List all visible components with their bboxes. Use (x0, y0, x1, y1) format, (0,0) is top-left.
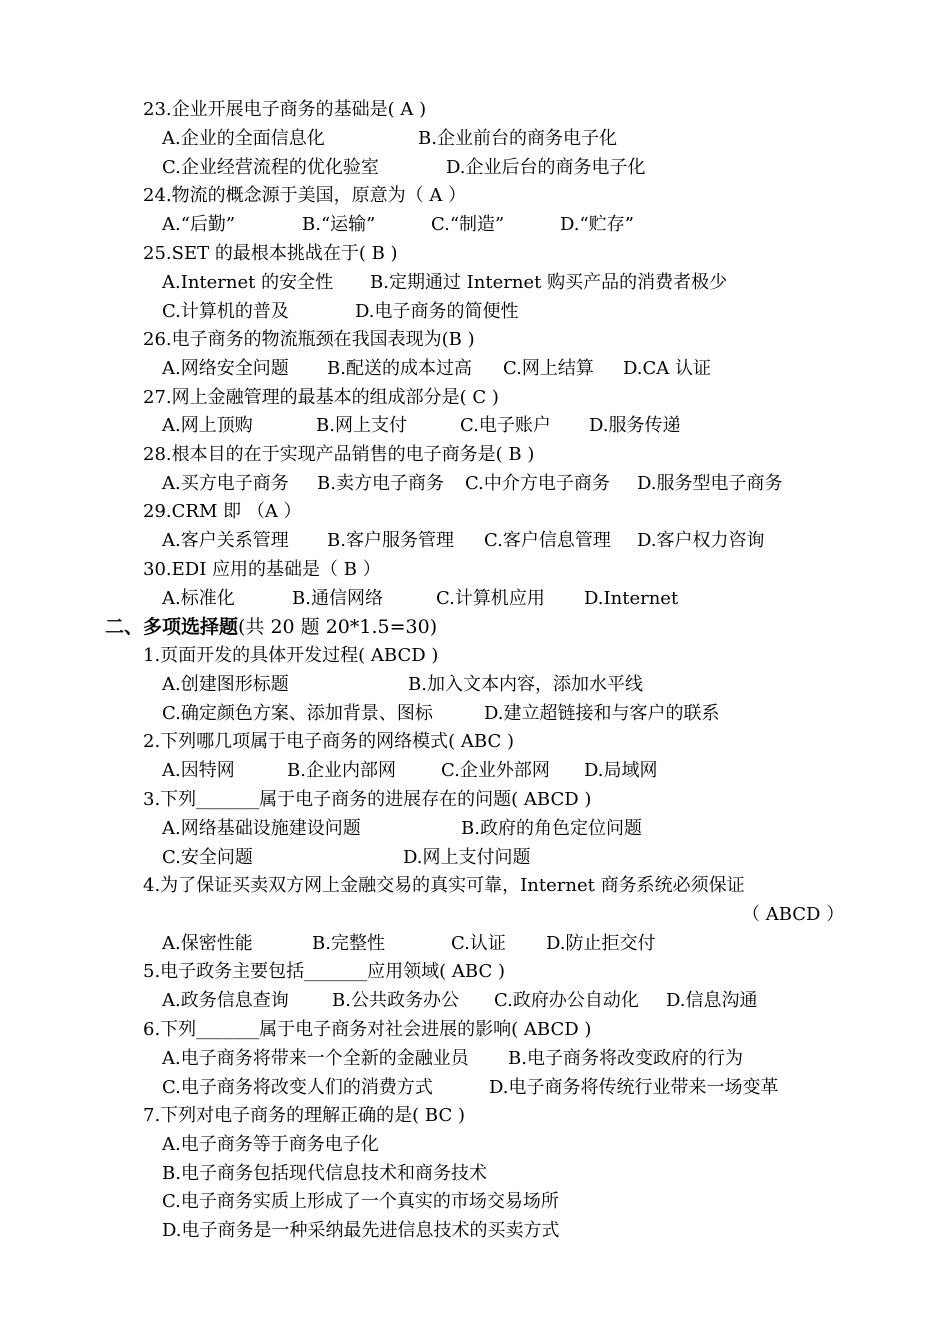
option: B.公共政务办公 (332, 990, 459, 1011)
option: B.企业前台的商务电子化 (418, 128, 617, 149)
option: A.创建图形标题 (162, 674, 289, 695)
option: D.电子商务的简便性 (355, 301, 519, 322)
option: A.买方电子商务 (162, 473, 289, 494)
option: A.因特网 (162, 760, 235, 781)
option: B.电子商务将改变政府的行为 (508, 1048, 743, 1069)
question-m1: 1.页面开发的具体开发过程( ABCD ) (143, 645, 439, 666)
option: C.电子商务实质上形成了一个真实的市场交易场所 (162, 1191, 559, 1212)
option: B.政府的角色定位问题 (461, 818, 642, 839)
option: D.服务传递 (589, 415, 681, 436)
option: D.“贮存” (560, 214, 634, 235)
option: B.通信网络 (292, 588, 383, 609)
question-m3: 3.下列_______属于电子商务的进展存在的问题( ABCD ) (143, 789, 592, 810)
option: D.客户权力咨询 (637, 530, 765, 551)
option: C.计算机的普及 (162, 301, 289, 322)
option: B.加入文本内容，添加水平线 (408, 674, 643, 695)
option: C.安全问题 (162, 847, 253, 868)
option: D.电子商务是一种采纳最先进信息技术的买卖方式 (162, 1220, 560, 1241)
question-23: 23.企业开展电子商务的基础是( A ) (143, 99, 427, 120)
section-heading (105, 615, 437, 639)
option: C.企业外部网 (441, 760, 550, 781)
option: A.标准化 (162, 588, 235, 609)
option: C.企业经营流程的优化验室 (162, 157, 379, 178)
question-m4: 4.为了保证买卖双方网上金融交易的真实可靠，Internet 商务系统必须保证 (143, 875, 745, 896)
question-28: 28.根本目的在于实现产品销售的电子商务是( B ) (143, 444, 535, 465)
option: A.电子商务等于商务电子化 (162, 1134, 379, 1155)
option: C.中介方电子商务 (465, 473, 610, 494)
option: B.企业内部网 (287, 760, 396, 781)
section-title: 二、多项选择题 (105, 616, 239, 638)
question-m2: 2.下列哪几项属于电子商务的网络模式( ABC ) (143, 731, 514, 752)
option: D.CA 认证 (623, 358, 712, 379)
option: D.防止拒交付 (546, 933, 656, 954)
option: B.“运输” (302, 214, 376, 235)
option: D.Internet (584, 588, 679, 609)
question-30: 30.EDI 应用的基础是（ B ） (143, 559, 381, 580)
question-27: 27.网上金融管理的最基本的组成部分是( C ) (143, 387, 499, 408)
option: C.网上结算 (503, 358, 594, 379)
option: D.网上支付问题 (403, 847, 531, 868)
option: B.客户服务管理 (327, 530, 454, 551)
option: C.计算机应用 (436, 588, 545, 609)
option: C.电子账户 (460, 415, 551, 436)
option: A.企业的全面信息化 (162, 128, 325, 149)
option: C.电子商务将改变人们的消费方式 (162, 1077, 433, 1098)
option: C.“制造” (431, 214, 505, 235)
option: A.政务信息查询 (162, 990, 289, 1011)
option: A.网上顶购 (162, 415, 253, 436)
question-29: 29.CRM 即 （A ） (143, 501, 302, 522)
option: A.“后勤” (162, 214, 236, 235)
option: A.网络基础设施建设问题 (162, 818, 361, 839)
question-25: 25.SET 的最根本挑战在于( B ) (143, 243, 398, 264)
option: B.网上支付 (316, 415, 407, 436)
option: C.确定颜色方案、添加背景、图标 (162, 703, 433, 724)
option: D.信息沟通 (666, 990, 758, 1011)
option: C.客户信息管理 (484, 530, 611, 551)
question-24: 24.物流的概念源于美国，原意为（ A ） (143, 185, 467, 206)
option: C.政府办公自动化 (494, 990, 639, 1011)
option: B.定期通过 Internet 购买产品的消费者极少 (370, 272, 728, 293)
option: B.配送的成本过高 (327, 358, 472, 379)
option: A.保密性能 (162, 933, 253, 954)
question-26: 26.电子商务的物流瓶颈在我国表现为(B ) (143, 329, 475, 350)
question-m5: 5.电子政务主要包括_______应用领域( ABC ) (143, 961, 505, 982)
question-m7: 7.下列对电子商务的理解正确的是( BC ) (143, 1105, 465, 1126)
option: B.完整性 (312, 933, 385, 954)
option: D.服务型电子商务 (637, 473, 783, 494)
option: A.客户关系管理 (162, 530, 289, 551)
option: D.电子商务将传统行业带来一场变革 (489, 1077, 779, 1098)
option: A.Internet 的安全性 (162, 272, 334, 293)
option: D.建立超链接和与客户的联系 (484, 703, 720, 724)
option: D.局域网 (584, 760, 658, 781)
section-note: (共 20 题 20*1.5=30) (238, 616, 438, 638)
option: C.认证 (451, 933, 506, 954)
question-m6: 6.下列_______属于电子商务对社会进展的影响( ABCD ) (143, 1019, 592, 1040)
answer-key: （ ABCD ） (742, 904, 845, 925)
option: A.网络安全问题 (162, 358, 289, 379)
option: A.电子商务将带来一个全新的金融业员 (162, 1048, 469, 1069)
option: B.卖方电子商务 (317, 473, 444, 494)
option: B.电子商务包括现代信息技术和商务技术 (162, 1163, 487, 1184)
option: D.企业后台的商务电子化 (446, 157, 646, 178)
